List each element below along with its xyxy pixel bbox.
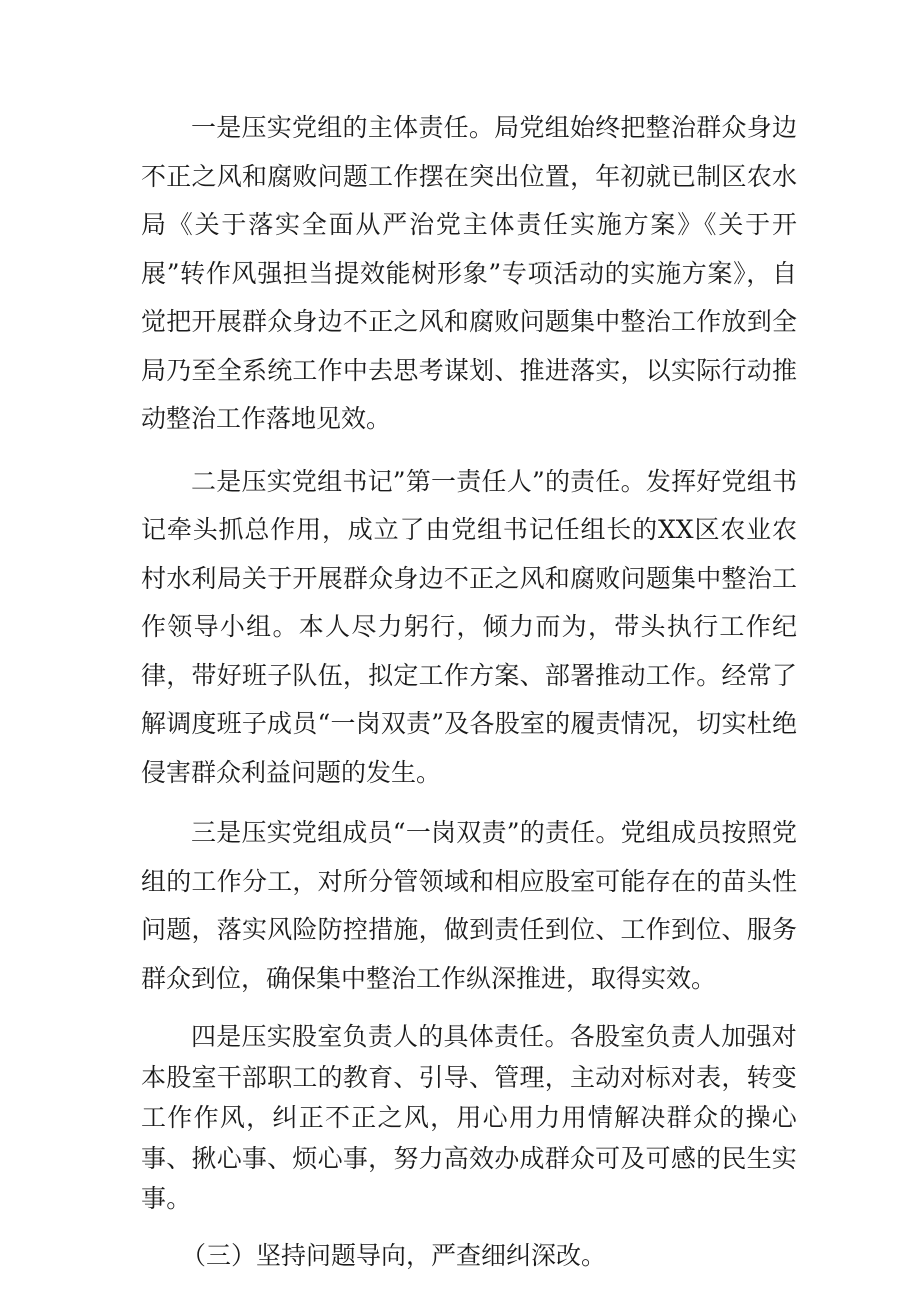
paragraph-secretary-responsibility: 二是压实党组书记”第一责任人”的责任。发挥好党组书记牵头抓总作用，成立了由党组书记任组长的XX区农业农村水利局关于开展群众身边不正之风和腐败问题集中整治工作领导小组。本人尽力躬行，倾力而为，带头执行工作纪律，带好班子队伍，拟定工作方案、部署推动工作。经常了解调度班子成员“一岗双责”及各股室的履责情况，切实杜绝侵害群众利益问题的发生。 [141, 466, 797, 787]
paragraph-members-responsibility: 三是压实党组成员“一岗双责”的责任。党组成员按照党组的工作分工，对所分管领域和相应股室可能存在的苗头性问题，落实风险防控措施，做到责任到位、工作到位、服务群众到位，确保集中整治工作纵深推进，取得实效。 [141, 818, 797, 993]
paragraph-party-group-responsibility: 一是压实党组的主体责任。局党组始终把整治群众身边不正之风和腐败问题工作摆在突出位置，年初就已制区农水局《关于落实全面从严治党主体责任实施方案》《关于开展”转作风强担当提效能树形象”专项活动的实施方案》，自觉把开展群众身边不正之风和腐败问题集中整治工作放到全局乃至全系统工作中去思考谋划、推进落实，以实际行动推动整治工作落地见效。 [141, 113, 797, 433]
paragraph-office-heads-responsibility: 四是压实股室负责人的具体责任。各股室负责人加强对本股室干部职工的教育、引导、管理，主动对标对表，转变工作作风，纠正不正之风，用心用力用情解决群众的操心事、揪心事、烦心事，努力高效办成群众可及可感的民生实事。 [141, 1022, 797, 1213]
document-body [141, 104, 797, 1280]
section-heading: （三）坚持问题导向，严查细纠深改。 [181, 1240, 607, 1270]
